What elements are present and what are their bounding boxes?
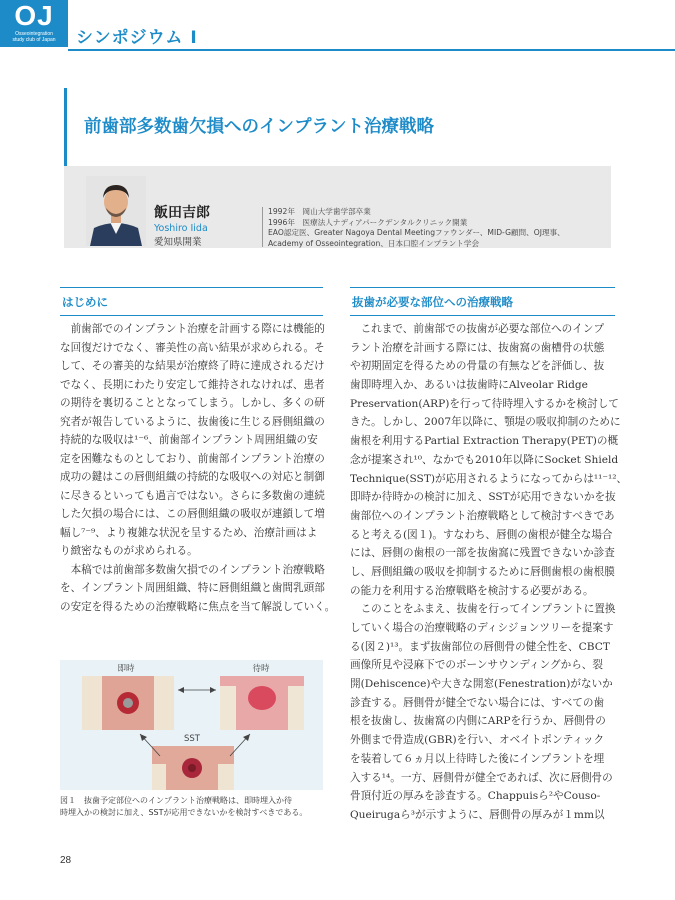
text-line: を装着して６ヵ月以上待時した後にインプラントを埋 [350, 752, 605, 765]
text-line: ラント治療を計画する際には、抜歯窩の歯槽骨の状態 [350, 341, 605, 354]
text-line: 歯即時埋入か、あるいは抜歯時にAlveolar Ridge [350, 379, 588, 392]
text-line: Queirugaら³が示すように、唇側骨の厚みが１mm以 [350, 808, 605, 821]
bio-divider [262, 207, 263, 247]
author-bio [268, 207, 565, 249]
text-line: ると考える(図１)。すなわち、唇側の歯根が健全な場合 [350, 528, 613, 541]
figure-label-immediate: 即時 [117, 664, 135, 674]
figure-caption [60, 795, 325, 819]
section-heading-intro: はじめに [62, 295, 108, 309]
text-line: きた。しかし、2007年以降に、顎堤の吸収抑制のために [350, 416, 621, 429]
section-heading-extraction: 抜歯が必要な部位への治療戦略 [352, 295, 513, 309]
bio-line: 1996年 医療法人ナディアパークデンタルクリニック開業 [268, 217, 468, 227]
article-title: 前歯部多数歯欠損へのインプラント治療戦略 [84, 117, 434, 137]
text-line: 画像所見や浸麻下でのボーンサウンディングから、裂 [350, 659, 603, 672]
page-number: 28 [60, 855, 72, 866]
text-line: 即時か待時かの検討に加え、SSTが応用できないかを抜 [350, 491, 616, 504]
text-line: これまで、前歯部での抜歯が必要な部位へのインプ [350, 323, 605, 335]
section-title: シンポジウム Ⅰ [76, 28, 198, 48]
figure-label-sst: SST [184, 734, 200, 744]
text-line: 診査する。唇側骨が健全でない場合には、すべての歯 [350, 696, 605, 709]
section-rule-bottom [350, 315, 615, 316]
journal-logo-subtitle: Osseointegration study club of Japan [12, 31, 56, 43]
text-line: 歯根を利用するPartial Extraction Therapy(PET)の概 [350, 435, 619, 448]
text-line: 歯部位へのインプラント治療戦略として検討すべきであ [350, 509, 615, 522]
bio-line: Academy of Osseointegration、日本口腔インプラント学会 [268, 238, 480, 248]
text-line: の期待を裏切ることとなってしまう。しかし、多くの研 [60, 397, 325, 409]
text-line: に尽きるといっても過言ではない。さらに多数歯の連続 [60, 489, 325, 502]
text-line: 根を抜歯し、抜歯窩の内側にARPを行うか、唇側骨の [350, 715, 606, 728]
text-line: や初期固定を得るための骨量の有無などを評価し、抜 [350, 360, 605, 373]
text-line: していく場合の治療戦略のディシジョンツリーを提案す [350, 622, 614, 634]
text-line: し、唇側組織の吸収を抑制するために唇側歯根の歯根膜 [350, 565, 615, 578]
text-line: 入する¹⁴。一方、唇側骨が健全であれば、次に唇側骨の [350, 771, 613, 784]
bio-line: EAO認定医、Greater Nagoya Dental Meetingファウンダー、MID-G顧問、OJ理事、 [268, 228, 565, 237]
text-line: 幅し⁷⁻⁹、より複雑な状況を呈するため、治療計画はよ [60, 526, 318, 539]
text-line: して、その審美的な結果が治療終了時に達成されるだけ [60, 360, 325, 372]
text-line: 成功の鍵はこの唇側組織の持続的な吸収への対応と制御 [60, 471, 325, 483]
text-line: 定を困難なものとしており、前歯部インプラント治療の [60, 452, 325, 465]
text-line: Technique(SST)が応用されるようになってからは¹¹⁻¹²、 [350, 472, 628, 485]
figure-label-delayed: 待時 [252, 664, 270, 674]
text-line: このことをふまえ、抜歯を行ってインプラントに置換 [350, 603, 616, 616]
text-line: の安定を得るための治療戦略に焦点を当て解説していく。 [60, 600, 336, 613]
title-accent-bar [64, 88, 67, 166]
author-location: 愛知県開業 [154, 237, 202, 248]
section-rule-top [60, 287, 323, 288]
text-line: り緻密なものが求められる。 [60, 545, 198, 557]
caption-line: 時埋入かの検討に加え、SSTが応用できないかを検討すべきである。 [60, 808, 308, 817]
extraction-body [350, 322, 628, 827]
text-line: を、インプラント周囲組織、特に唇側組織と歯間乳頭部 [60, 582, 325, 594]
author-name: 飯田吉郎 [154, 205, 210, 221]
text-line: 外側まで骨造成(GBR)を行い、オベイトポンティック [350, 734, 605, 747]
text-line: 本稿では前歯部多数歯欠損でのインプラント治療戦略 [60, 563, 325, 576]
text-line: な回復だけでなく、審美性の高い結果が求められる。そ [60, 341, 325, 354]
caption-line: 図１ 抜歯予定部位へのインプラント治療戦略は、即時埋入か待 [60, 796, 292, 805]
section-rule-top [350, 287, 615, 288]
figure-1 [60, 660, 323, 790]
header-rule [68, 49, 675, 51]
text-line: Preservation(ARP)を行って待時埋入するかを検討して [350, 397, 619, 410]
author-name-romanized: Yoshiro Iida [154, 223, 208, 234]
text-line: でなく、長期にわたり安定して維持されなければ、患者 [60, 378, 325, 391]
figure-arrows [60, 660, 323, 790]
text-line: 開(Dehiscence)や大きな開窓(Fenestration)がないか [350, 678, 613, 691]
text-line: 持続的な吸収は¹⁻⁶、前歯部インプラント周囲組織の安 [60, 434, 318, 446]
bio-line: 1992年 岡山大学歯学部卒業 [268, 207, 371, 216]
journal-logo-text: OJ [14, 0, 54, 31]
text-line: 念が提案され¹⁰、なかでも2010年以降にSocket Shield [350, 453, 619, 466]
author-portrait [86, 176, 146, 246]
text-line: した欠損の場合には、この唇側組織の吸収が連鎖して増 [60, 508, 325, 520]
text-line: 究者が報告しているように、抜歯後に生じる唇側組織の [60, 415, 325, 428]
text-line: 骨頂付近の厚みを診査する。Chappuisら²やCouso- [350, 790, 601, 803]
section-rule-bottom [60, 315, 323, 316]
text-line: には、唇側の歯根の一部を抜歯窩に残置できないか診査 [350, 547, 615, 560]
text-line: 前歯部でのインプラント治療を計画する際には機能的 [60, 323, 325, 335]
text-line: る(図２)¹³。まず抜歯部位の唇側骨の健全性を、CBCT [350, 640, 610, 653]
text-line: の能力を利用する治療戦略を検討する必要がある。 [350, 584, 594, 597]
intro-body [60, 322, 336, 618]
